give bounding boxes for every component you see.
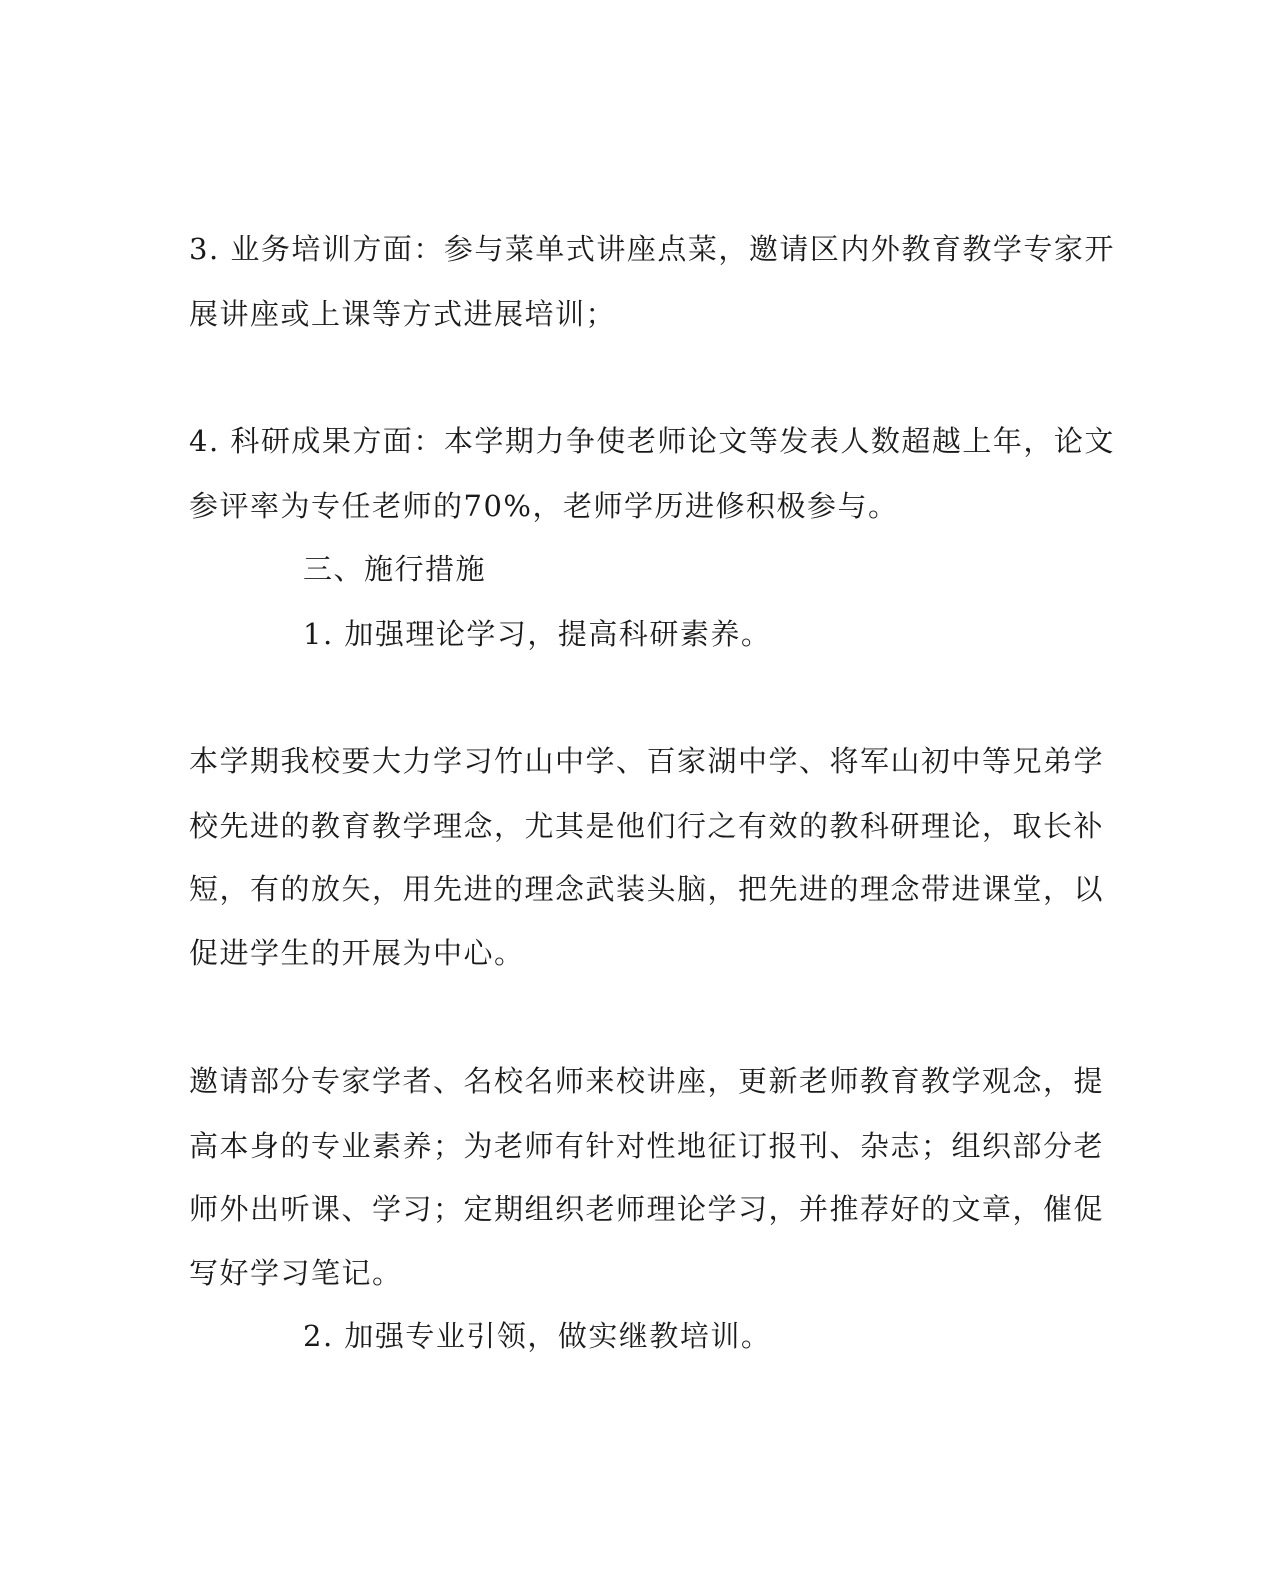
body-paragraph-1-line-2: 校先进的教育教学理念，尤其是他们行之有效的教科研理论，取长补	[189, 809, 1105, 843]
body-paragraph-2-line-2: 高本身的专业素养；为老师有针对性地征订报刊、杂志；组织部分老	[189, 1129, 1105, 1163]
body-paragraph-1-line-1: 本学期我校要大力学习竹山中学、百家湖中学、将军山初中等兄弟学	[189, 744, 1105, 778]
paragraph-4-line-1: 4. 科研成果方面：本学期力争使老师论文等发表人数超越上年，论文	[189, 424, 1115, 458]
body-paragraph-2-line-4: 写好学习笔记。	[189, 1256, 403, 1290]
body-paragraph-1-line-4: 促进学生的开展为中心。	[189, 936, 525, 970]
paragraph-3-line-2: 展讲座或上课等方式进展培训；	[189, 297, 617, 331]
subheading-2: 2. 加强专业引领，做实继教培训。	[303, 1319, 772, 1353]
body-paragraph-2-line-1: 邀请部分专家学者、名校名师来校讲座，更新老师教育教学观念，提	[189, 1064, 1105, 1098]
subheading-1: 1. 加强理论学习，提高科研素养。	[303, 617, 772, 651]
paragraph-3-line-1: 3. 业务培训方面：参与菜单式讲座点菜，邀请区内外教育教学专家开	[189, 232, 1115, 266]
paragraph-4-line-2: 参评率为专任老师的70%，老师学历进修积极参与。	[189, 489, 899, 523]
section-heading: 三、施行措施	[303, 552, 487, 586]
body-paragraph-2-line-3: 师外出听课、学习；定期组织老师理论学习，并推荐好的文章，催促	[189, 1192, 1105, 1226]
body-paragraph-1-line-3: 短，有的放矢，用先进的理念武装头脑，把先进的理念带进课堂，以	[189, 872, 1105, 906]
